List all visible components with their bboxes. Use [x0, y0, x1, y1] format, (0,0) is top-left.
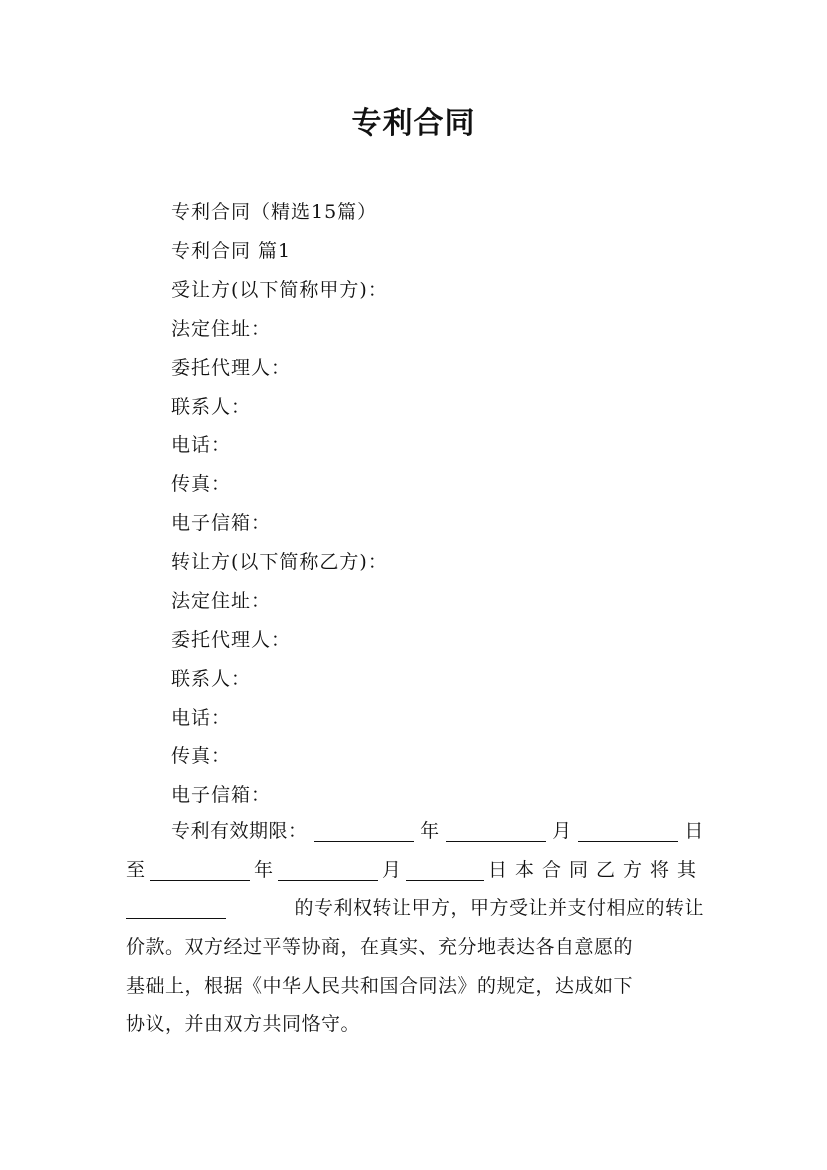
paragraph-line-6	[126, 1005, 704, 1044]
party-b-agent: 委托代理人：	[171, 629, 292, 651]
paragraph-text: 协议，并由双方共同恪守。	[126, 1013, 361, 1036]
blank-field	[314, 821, 414, 842]
section-heading: 专利合同 篇1	[171, 240, 292, 262]
year-label: 年	[420, 820, 440, 842]
blank-field	[578, 821, 678, 842]
party-a-email: 电子信箱：	[171, 512, 272, 534]
subtitle-line: 专利合同（精选15篇）	[171, 201, 378, 223]
day-label: 日	[684, 820, 704, 842]
party-a-phone: 电话：	[171, 434, 232, 456]
paragraph-text: 日本合同乙方将其	[487, 858, 704, 881]
year-label: 年	[253, 858, 274, 881]
to-label: 至	[126, 858, 146, 881]
party-b-email: 电子信箱：	[171, 784, 272, 806]
party-a-contact: 联系人：	[171, 396, 252, 418]
blank-field	[126, 898, 226, 919]
contract-body-paragraph	[126, 812, 704, 1044]
blank-field	[150, 860, 250, 881]
paragraph-text: 价款。双方经过平等协商，在真实、充分地表达各自意愿的	[126, 936, 634, 959]
paragraph-text: 的专利权转让甲方，甲方受让并支付相应的转让	[294, 897, 704, 920]
party-b-heading: 转让方(以下简称乙方)：	[171, 551, 388, 573]
party-a-heading: 受让方(以下简称甲方)：	[171, 279, 388, 301]
blank-field	[278, 860, 378, 881]
blank-field	[446, 821, 546, 842]
blank-field	[406, 860, 484, 881]
party-b-contact: 联系人：	[171, 668, 252, 690]
validity-label: 专利有效期限：	[171, 820, 308, 842]
month-label: 月	[381, 858, 402, 881]
page-title: 专利合同	[351, 106, 476, 141]
month-label: 月	[552, 820, 572, 842]
party-b-fax: 传真：	[171, 745, 232, 767]
party-a-agent: 委托代理人：	[171, 357, 292, 379]
party-a-fax: 传真：	[171, 473, 232, 495]
party-b-address: 法定住址：	[171, 590, 272, 612]
paragraph-text: 基础上，根据《中华人民共和国合同法》的规定，达成如下	[126, 974, 634, 997]
party-b-phone: 电话：	[171, 707, 232, 729]
paragraph-line-5	[126, 967, 704, 1006]
paragraph-line-4	[126, 928, 704, 967]
paragraph-line-1	[126, 812, 704, 851]
paragraph-line-2	[126, 851, 704, 890]
paragraph-line-3	[126, 889, 704, 928]
party-a-address: 法定住址：	[171, 318, 272, 340]
